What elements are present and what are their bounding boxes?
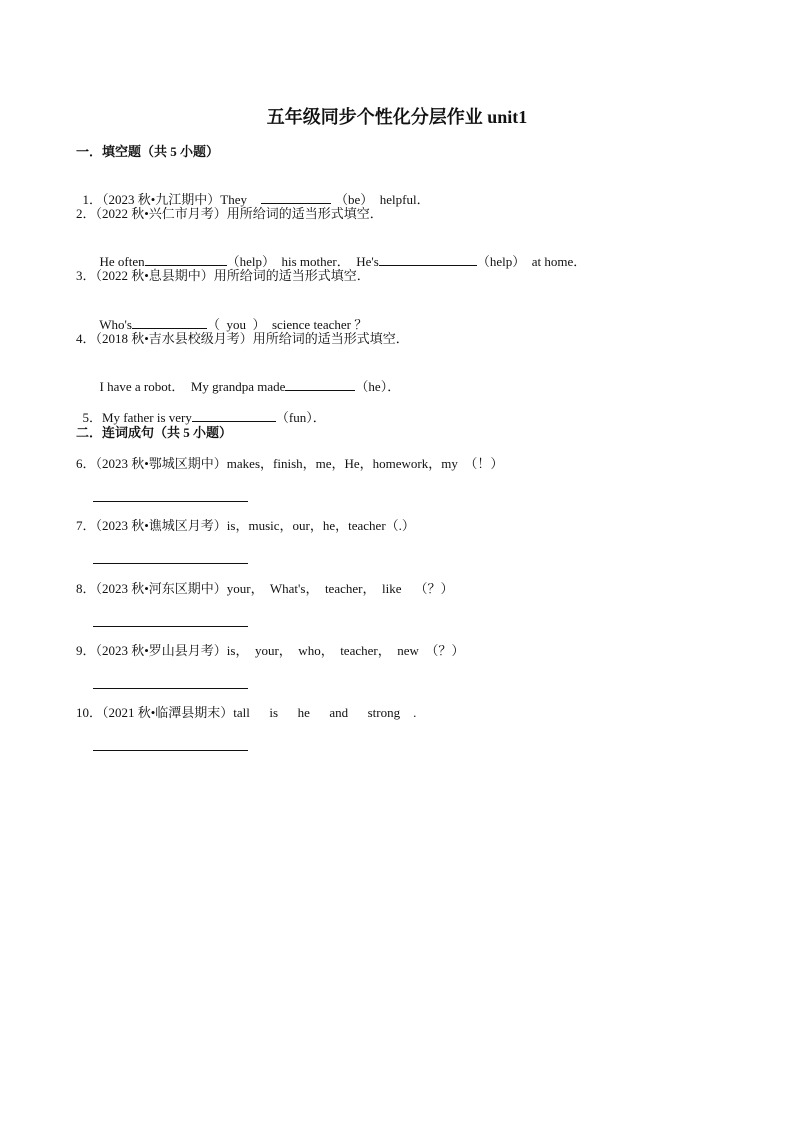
question-4-text-a: I have a robot． My grandpa made bbox=[99, 379, 286, 394]
question-5 bbox=[76, 393, 326, 426]
question-8: 8．（2023 秋•河东区期中）your， What's， teacher， like （？） bbox=[76, 581, 454, 596]
page-title: 五年级同步个性化分层作业 unit1 bbox=[266, 107, 528, 127]
question-1 bbox=[76, 175, 430, 208]
question-2-line bbox=[93, 237, 586, 270]
answer-blank[interactable] bbox=[132, 316, 207, 329]
question-2-text-c: （help） at home． bbox=[476, 254, 587, 269]
question-5-text-a: 5．My father is very bbox=[82, 410, 192, 425]
question-7: 7．（2023 秋•谯城区月考）is，music，our，he，teacher（.） bbox=[76, 518, 415, 533]
answer-blank[interactable] bbox=[145, 253, 227, 266]
question-2-text-b: （help） his mother． He's bbox=[226, 254, 379, 269]
answer-blank[interactable] bbox=[261, 191, 331, 204]
question-2-stem: 2．（2022 秋•兴仁市月考）用所给词的适当形式填空． bbox=[76, 206, 383, 221]
question-4-text-b: （he）． bbox=[355, 379, 401, 394]
question-3-line bbox=[93, 300, 367, 333]
question-3-text-b: （ you ） science teacher ？ bbox=[206, 317, 368, 332]
question-1-text-a: 1．（2023 秋•九江期中）They bbox=[82, 192, 248, 207]
question-2-text-a: He often bbox=[99, 254, 145, 269]
answer-blank[interactable] bbox=[285, 378, 355, 391]
question-1-text-b: （be） helpful． bbox=[335, 192, 430, 207]
answer-line[interactable] bbox=[93, 563, 248, 564]
answer-line[interactable] bbox=[93, 501, 248, 502]
question-3-stem: 3．（2022 秋•息县期中）用所给词的适当形式填空． bbox=[76, 268, 370, 283]
answer-line[interactable] bbox=[93, 750, 248, 751]
question-3-text-a: Who's bbox=[99, 317, 132, 332]
question-4-stem: 4．（2018 秋•吉水县校级月考）用所给词的适当形式填空． bbox=[76, 331, 409, 346]
answer-line[interactable] bbox=[93, 626, 248, 627]
question-4-line bbox=[93, 362, 400, 395]
answer-blank[interactable] bbox=[379, 253, 477, 266]
question-5-text-b: （fun）． bbox=[275, 410, 326, 425]
question-9: 9．（2023 秋•罗山县月考）is， your， who， teacher， new （？） bbox=[76, 643, 465, 658]
question-10: 10．（2021 秋•临潭县期末）tall is he and strong . bbox=[76, 705, 417, 720]
section-heading-fill-in: 一．填空题（共 5 小题） bbox=[76, 144, 220, 159]
answer-line[interactable] bbox=[93, 688, 248, 689]
answer-blank[interactable] bbox=[192, 409, 276, 422]
question-6: 6．（2023 秋•鄂城区期中）makes，finish，me，He，homework，my （！） bbox=[76, 456, 504, 471]
section-heading-sentence-building: 二．连词成句（共 5 小题） bbox=[76, 425, 233, 440]
